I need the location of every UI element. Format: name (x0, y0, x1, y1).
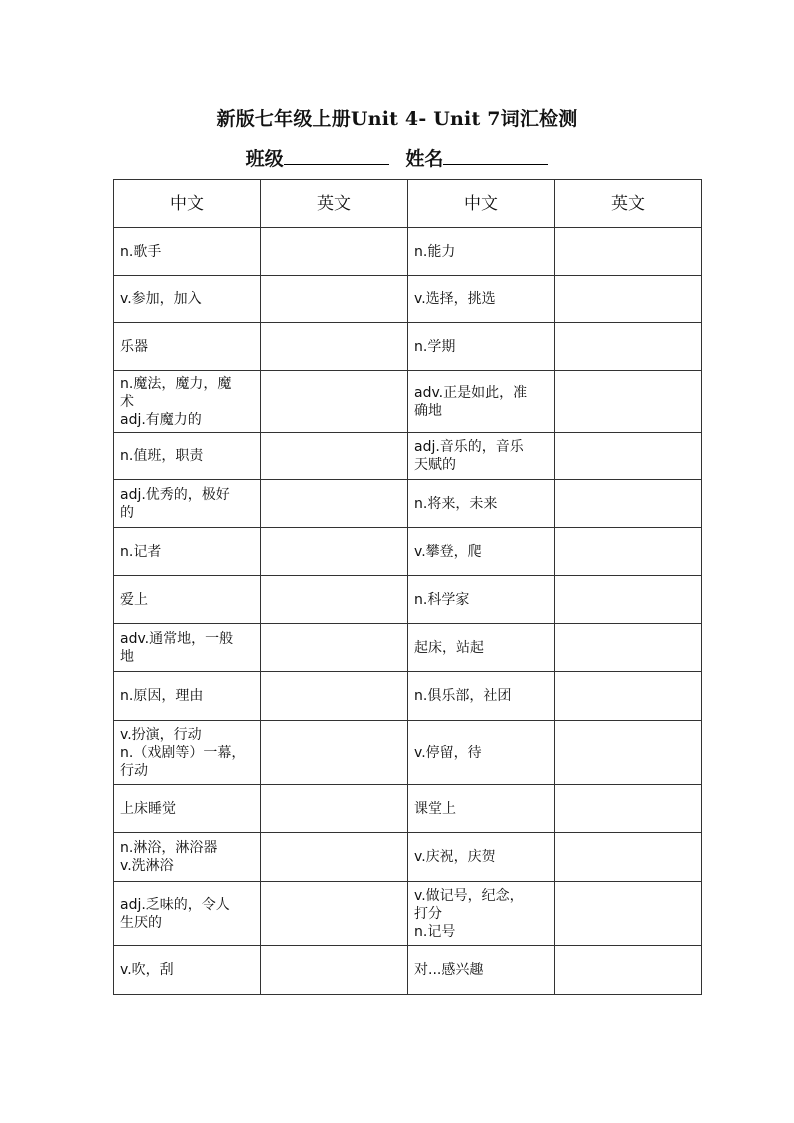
chinese-cell: n.将来，未来 (408, 480, 555, 528)
english-answer-cell[interactable] (261, 371, 408, 433)
vocab-table (113, 179, 702, 995)
english-answer-cell[interactable] (555, 371, 702, 433)
english-answer-cell[interactable] (555, 721, 702, 785)
english-answer-cell[interactable] (555, 946, 702, 995)
english-answer-cell[interactable] (555, 576, 702, 624)
table-row (114, 833, 702, 882)
chinese-cell: 起床，站起 (408, 624, 555, 672)
table-row (114, 228, 702, 276)
english-answer-cell[interactable] (261, 323, 408, 371)
header-chinese-1: 中文 (114, 180, 261, 228)
chinese-cell: 对...感兴趣 (408, 946, 555, 995)
class-label: 班级 (245, 148, 284, 170)
chinese-cell: n.歌手 (114, 228, 261, 276)
english-answer-cell[interactable] (555, 624, 702, 672)
english-answer-cell[interactable] (261, 624, 408, 672)
chinese-cell: v.庆祝，庆贺 (408, 833, 555, 882)
header-english-1: 英文 (261, 180, 408, 228)
english-answer-cell[interactable] (261, 672, 408, 721)
english-answer-cell[interactable] (261, 882, 408, 946)
english-answer-cell[interactable] (261, 528, 408, 576)
name-label: 姓名 (405, 148, 444, 170)
english-answer-cell[interactable] (261, 576, 408, 624)
chinese-cell: v.吹，刮 (114, 946, 261, 995)
chinese-cell: 上床睡觉 (114, 785, 261, 833)
english-answer-cell[interactable] (555, 672, 702, 721)
english-answer-cell[interactable] (555, 833, 702, 882)
english-answer-cell[interactable] (555, 528, 702, 576)
english-answer-cell[interactable] (555, 882, 702, 946)
chinese-cell: n.能力 (408, 228, 555, 276)
chinese-cell: n.科学家 (408, 576, 555, 624)
table-row (114, 624, 702, 672)
class-name-line (0, 144, 794, 171)
table-row (114, 785, 702, 833)
chinese-cell: n.俱乐部，社团 (408, 672, 555, 721)
table-row (114, 276, 702, 323)
table-row (114, 371, 702, 433)
chinese-cell: adj.音乐的，音乐 天赋的 (408, 433, 555, 480)
chinese-cell: n.学期 (408, 323, 555, 371)
header-chinese-2: 中文 (408, 180, 555, 228)
english-answer-cell[interactable] (261, 276, 408, 323)
chinese-cell: v.做记号，纪念， 打分 n.记号 (408, 882, 555, 946)
chinese-cell: adj.乏味的，令人 生厌的 (114, 882, 261, 946)
chinese-cell: v.选择，挑选 (408, 276, 555, 323)
chinese-cell: v.停留，待 (408, 721, 555, 785)
chinese-cell: v.攀登，爬 (408, 528, 555, 576)
page-title: 新版七年级上册Unit 4- Unit 7词汇检测 (216, 108, 578, 130)
english-answer-cell[interactable] (555, 323, 702, 371)
table-row (114, 672, 702, 721)
chinese-cell: 乐器 (114, 323, 261, 371)
chinese-cell: v.参加，加入 (114, 276, 261, 323)
english-answer-cell[interactable] (555, 480, 702, 528)
english-answer-cell[interactable] (261, 480, 408, 528)
table-row (114, 323, 702, 371)
table-row (114, 576, 702, 624)
table-row (114, 480, 702, 528)
chinese-cell: adj.优秀的，极好 的 (114, 480, 261, 528)
table-row (114, 882, 702, 946)
english-answer-cell[interactable] (261, 833, 408, 882)
english-answer-cell[interactable] (555, 276, 702, 323)
class-blank[interactable] (284, 145, 389, 165)
chinese-cell: n.记者 (114, 528, 261, 576)
chinese-cell: 爱上 (114, 576, 261, 624)
english-answer-cell[interactable] (555, 433, 702, 480)
english-answer-cell[interactable] (555, 228, 702, 276)
name-blank[interactable] (443, 145, 548, 165)
chinese-cell: adv.通常地，一般 地 (114, 624, 261, 672)
english-answer-cell[interactable] (261, 721, 408, 785)
chinese-cell: n.淋浴，淋浴器 v.洗淋浴 (114, 833, 261, 882)
english-answer-cell[interactable] (555, 785, 702, 833)
table-row (114, 721, 702, 785)
chinese-cell: n.值班，职责 (114, 433, 261, 480)
chinese-cell: 课堂上 (408, 785, 555, 833)
chinese-cell: v.扮演，行动 n.（戏剧等）一幕， 行动 (114, 721, 261, 785)
chinese-cell: adv.正是如此，准 确地 (408, 371, 555, 433)
chinese-cell: n.魔法，魔力，魔 术 adj.有魔力的 (114, 371, 261, 433)
english-answer-cell[interactable] (261, 785, 408, 833)
chinese-cell: n.原因，理由 (114, 672, 261, 721)
table-header-row (114, 180, 702, 228)
english-answer-cell[interactable] (261, 228, 408, 276)
english-answer-cell[interactable] (261, 946, 408, 995)
english-answer-cell[interactable] (261, 433, 408, 480)
table-row (114, 528, 702, 576)
table-row (114, 946, 702, 995)
table-row (114, 433, 702, 480)
header-english-2: 英文 (555, 180, 702, 228)
